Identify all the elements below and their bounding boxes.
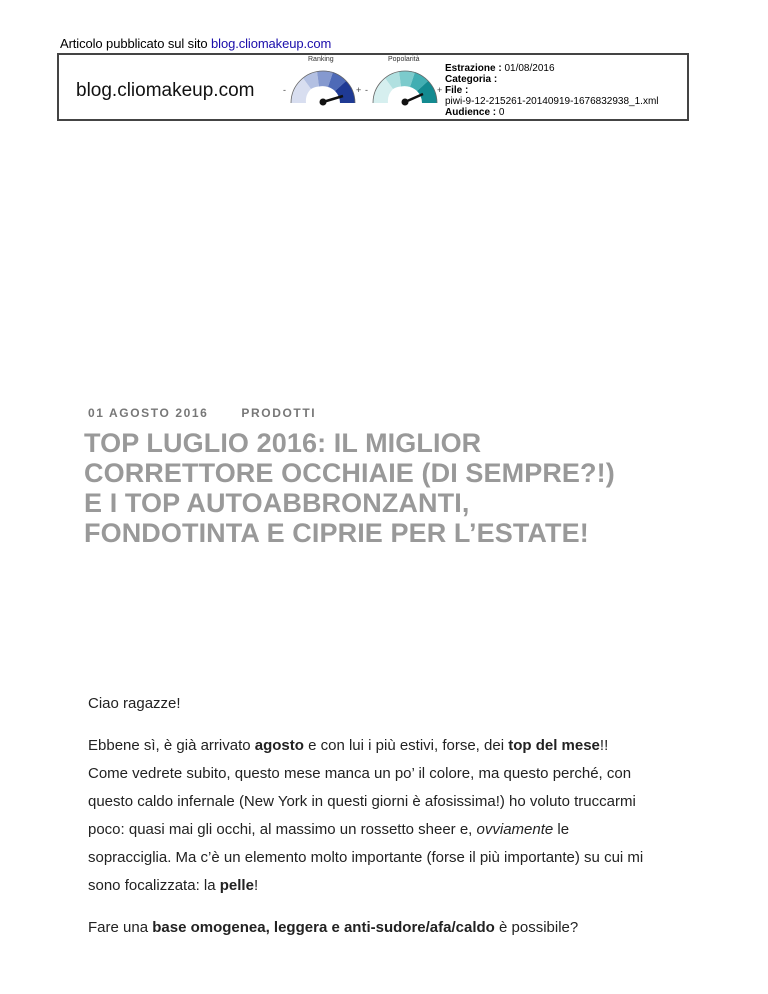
popularity-minus: - — [365, 85, 368, 95]
post-category[interactable]: PRODOTTI — [241, 406, 317, 420]
popularity-label: Popolarità — [388, 56, 420, 63]
popularity-gauge-icon — [369, 67, 441, 107]
categoria-label: Categoria : — [445, 74, 498, 85]
banner-site-name: blog.cliomakeup.com — [76, 80, 255, 101]
post-meta — [88, 406, 316, 420]
file-value: piwi-9-12-215261-20140919-1676832938_1.xml — [445, 96, 659, 107]
audience-label: Audience : — [445, 107, 497, 118]
popularity-plus: + — [437, 85, 443, 95]
post-content — [88, 690, 648, 956]
title-line: FONDOTINTA E CIPRIE PER L’ESTATE! — [84, 518, 589, 548]
ranking-label: Ranking — [308, 56, 334, 63]
paragraph-greeting: Ciao ragazze! — [88, 695, 181, 712]
clipping-banner — [57, 53, 689, 121]
source-line — [60, 36, 331, 51]
title-line: TOP LUGLIO 2016: IL MIGLIOR — [84, 428, 482, 458]
post-title — [84, 428, 684, 548]
title-line: E I TOP AUTOABBRONZANTI, — [84, 488, 470, 518]
paragraph-intro: Ebbene sì, è già arrivato agosto e con lui i più estivi, forse, dei top del mese!! Come vedrete subito, questo mese manca un po’ il colore, ma questo perché, con questo caldo infernale (New York in questi giorni è afosissima!) ho voluto truccarmi poco: quasi mai gli occhi, al massimo un rossetto sheer e, ovviamente le sopracciglia. Ma c’è un elemento molto importante (forse il più importante) su cui mi sono focalizzata: la pelle! — [88, 737, 644, 894]
ranking-plus: + — [356, 85, 362, 95]
paragraph-question: Fare una base omogenea, leggera e anti-sudore/afa/caldo è possibile? — [88, 919, 579, 936]
ranking-minus: - — [283, 85, 286, 95]
file-label: File : — [445, 85, 469, 96]
audience-value: 0 — [498, 107, 505, 118]
ranking-gauge-icon — [287, 67, 362, 107]
estrazione-value: 01/08/2016 — [504, 63, 555, 74]
banner-metadata — [445, 63, 659, 118]
source-link[interactable]: blog.cliomakeup.com — [211, 36, 332, 51]
post-date: 01 AGOSTO 2016 — [88, 406, 209, 420]
estrazione-label: Estrazione : — [445, 63, 502, 74]
source-prefix: Articolo pubblicato sul sito — [60, 36, 208, 51]
title-line: CORRETTORE OCCHIAIE (DI SEMPRE?!) — [84, 458, 615, 488]
